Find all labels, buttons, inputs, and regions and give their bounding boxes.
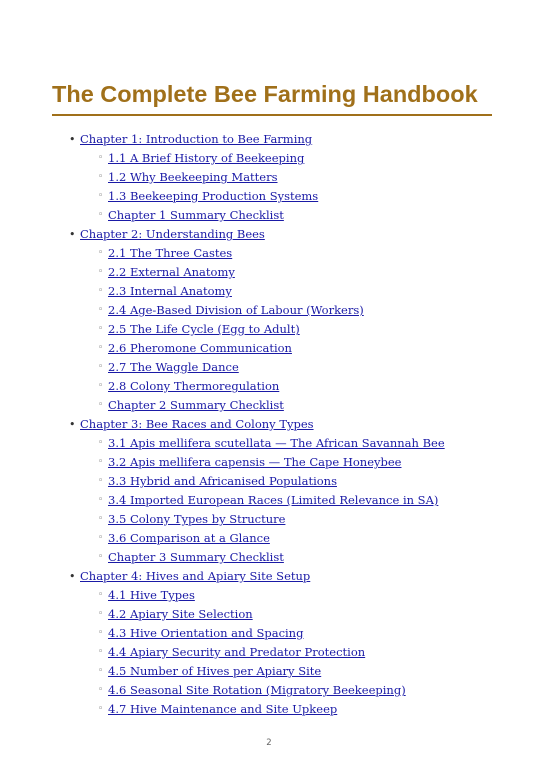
circle-bullet-icon: ◦	[98, 438, 104, 448]
circle-bullet-icon: ◦	[98, 172, 104, 182]
toc-section-link[interactable]: Chapter 2 Summary Checklist	[108, 398, 284, 412]
circle-bullet-icon: ◦	[98, 495, 104, 505]
circle-bullet-icon: ◦	[98, 400, 104, 410]
circle-bullet-icon: ◦	[98, 286, 104, 296]
circle-bullet-icon: ◦	[98, 305, 104, 315]
toc-chapter-item	[0, 415, 445, 434]
toc-chapter-item	[0, 567, 445, 586]
toc-section-item	[0, 282, 445, 301]
toc-section-item	[0, 491, 445, 510]
toc-section-link[interactable]: 4.2 Apiary Site Selection	[108, 607, 253, 621]
toc-section-item	[0, 548, 445, 567]
toc-chapter-item	[0, 225, 445, 244]
circle-bullet-icon: ◦	[98, 267, 104, 277]
toc-section-item	[0, 377, 445, 396]
toc-section-link[interactable]: 3.2 Apis mellifera capensis — The Cape Honeybee	[108, 455, 402, 469]
circle-bullet-icon: ◦	[98, 666, 104, 676]
circle-bullet-icon: ◦	[98, 324, 104, 334]
toc-section-item	[0, 339, 445, 358]
circle-bullet-icon: ◦	[98, 514, 104, 524]
toc-section-item	[0, 624, 445, 643]
toc-section-item	[0, 643, 445, 662]
toc-section-item	[0, 244, 445, 263]
toc-section-item	[0, 358, 445, 377]
toc-section-item	[0, 263, 445, 282]
toc-section-item	[0, 700, 445, 719]
toc-section-link[interactable]: 3.5 Colony Types by Structure	[108, 512, 286, 526]
circle-bullet-icon: ◦	[98, 552, 104, 562]
toc-chapter-link[interactable]: Chapter 2: Understanding Bees	[80, 227, 265, 241]
page-number: 2	[266, 738, 272, 748]
toc-section-link[interactable]: 1.2 Why Beekeeping Matters	[108, 170, 278, 184]
toc-section-link[interactable]: 3.1 Apis mellifera scutellata — The African Savannah Bee	[108, 436, 445, 450]
toc-section-item	[0, 510, 445, 529]
toc-section-item	[0, 586, 445, 605]
circle-bullet-icon: ◦	[98, 381, 104, 391]
toc-section-link[interactable]: 1.3 Beekeeping Production Systems	[108, 189, 319, 203]
toc-section-link[interactable]: 1.1 A Brief History of Beekeeping	[108, 151, 305, 165]
circle-bullet-icon: ◦	[98, 628, 104, 638]
circle-bullet-icon: ◦	[98, 704, 104, 714]
toc-section-item	[0, 434, 445, 453]
circle-bullet-icon: ◦	[98, 457, 104, 467]
toc-section-item	[0, 529, 445, 548]
circle-bullet-icon: ◦	[98, 609, 104, 619]
circle-bullet-icon: ◦	[98, 685, 104, 695]
table-of-contents	[0, 130, 445, 719]
circle-bullet-icon: ◦	[98, 647, 104, 657]
toc-section-item	[0, 301, 445, 320]
circle-bullet-icon: ◦	[98, 590, 104, 600]
toc-section-item	[0, 320, 445, 339]
toc-chapter-link[interactable]: Chapter 4: Hives and Apiary Site Setup	[80, 569, 311, 583]
toc-section-link[interactable]: 4.7 Hive Maintenance and Site Upkeep	[108, 702, 338, 716]
bullet-icon: •	[69, 228, 76, 241]
toc-section-item	[0, 681, 445, 700]
toc-section-link[interactable]: 2.7 The Waggle Dance	[108, 360, 239, 374]
toc-section-item	[0, 168, 445, 187]
toc-section-item	[0, 187, 445, 206]
toc-section-link[interactable]: 3.4 Imported European Races (Limited Relevance in SA)	[108, 493, 439, 507]
toc-section-link[interactable]: 2.6 Pheromone Communication	[108, 341, 292, 355]
page-title: The Complete Bee Farming Handbook	[52, 81, 478, 107]
toc-chapter-link[interactable]: Chapter 1: Introduction to Bee Farming	[80, 132, 313, 146]
toc-section-link[interactable]: 4.3 Hive Orientation and Spacing	[108, 626, 304, 640]
toc-section-item	[0, 605, 445, 624]
title-divider	[52, 114, 492, 116]
toc-section-link[interactable]: 4.5 Number of Hives per Apiary Site	[108, 664, 322, 678]
toc-section-link[interactable]: 2.5 The Life Cycle (Egg to Adult)	[108, 322, 300, 336]
toc-section-link[interactable]: 2.8 Colony Thermoregulation	[108, 379, 280, 393]
toc-section-link[interactable]: 2.1 The Three Castes	[108, 246, 233, 260]
bullet-icon: •	[69, 418, 76, 431]
circle-bullet-icon: ◦	[98, 210, 104, 220]
toc-section-item	[0, 662, 445, 681]
toc-chapter-link[interactable]: Chapter 3: Bee Races and Colony Types	[80, 417, 314, 431]
toc-section-item	[0, 453, 445, 472]
circle-bullet-icon: ◦	[98, 153, 104, 163]
toc-section-link[interactable]: Chapter 1 Summary Checklist	[108, 208, 284, 222]
circle-bullet-icon: ◦	[98, 191, 104, 201]
toc-section-link[interactable]: 4.1 Hive Types	[108, 588, 195, 602]
toc-section-link[interactable]: 2.3 Internal Anatomy	[108, 284, 232, 298]
toc-chapter-item	[0, 130, 445, 149]
toc-section-item	[0, 206, 445, 225]
toc-section-item	[0, 396, 445, 415]
toc-section-link[interactable]: 2.2 External Anatomy	[108, 265, 235, 279]
circle-bullet-icon: ◦	[98, 476, 104, 486]
circle-bullet-icon: ◦	[98, 248, 104, 258]
toc-section-link[interactable]: 3.3 Hybrid and Africanised Populations	[108, 474, 337, 488]
circle-bullet-icon: ◦	[98, 362, 104, 372]
toc-section-link[interactable]: Chapter 3 Summary Checklist	[108, 550, 284, 564]
toc-section-link[interactable]: 2.4 Age-Based Division of Labour (Workers)	[108, 303, 364, 317]
bullet-icon: •	[69, 133, 76, 146]
toc-section-item	[0, 149, 445, 168]
toc-section-link[interactable]: 4.4 Apiary Security and Predator Protection	[108, 645, 366, 659]
circle-bullet-icon: ◦	[98, 533, 104, 543]
bullet-icon: •	[69, 570, 76, 583]
toc-section-item	[0, 472, 445, 491]
circle-bullet-icon: ◦	[98, 343, 104, 353]
toc-section-link[interactable]: 4.6 Seasonal Site Rotation (Migratory Beekeeping)	[108, 683, 406, 697]
toc-section-link[interactable]: 3.6 Comparison at a Glance	[108, 531, 270, 545]
